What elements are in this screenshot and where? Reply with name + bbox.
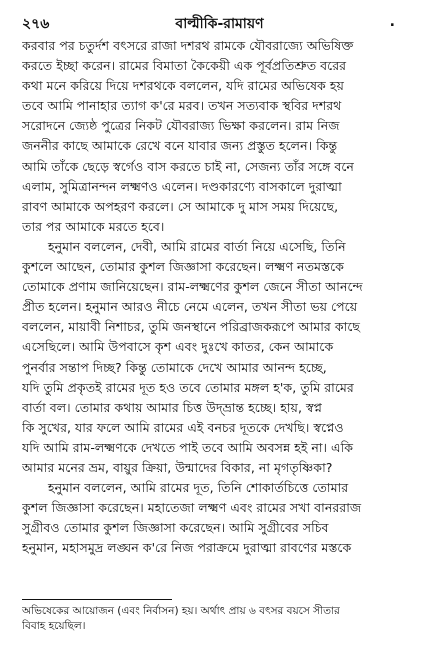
text-line: করতে ইচ্ছা করেন। রামের বিমাতা কৈকেয়ী এক পূর্বপ্রতিশ্রুত বরের (22, 58, 347, 74)
text-line: কথা মনে করিয়ে দিয়ে দশরথকে বললেন, যদি রামের অভিষেক হয় (22, 78, 344, 94)
text-line: আমার মনের ভ্রম, বায়ুর ক্রিয়া, উন্মাদের বিকার, না মৃগতৃষ্ণিকা? (22, 459, 333, 475)
text-line: কি সুখের, যার ফলে আমি রামের এই বনচর দূতকে দেখছি। স্বপ্নেও (22, 419, 344, 435)
text-line: যদি তুমি প্রকৃতই রামের দূত হও তবে তোমার মঙ্গল হ'ক, তুমি রামের (22, 379, 354, 395)
page-number: ২৭৬ (22, 16, 50, 32)
text-line: পুনর্বার সন্তাপ দিচ্ছ? কিন্তু তোমাকে দেখে আমার আনন্দ হচ্ছে, (22, 359, 327, 375)
running-header (22, 8, 417, 32)
text-line: কুশল জিজ্ঞাসা করেছেন। মহাতেজা লক্ষ্মণ এবং রামের সখা বানররাজ (22, 500, 362, 516)
text-line: রাবণ আমাকে অপহরণ করলে। সে আমাকে দু মাস সময় দিয়েছে, (22, 198, 339, 214)
text-line: তোমাকে প্রণাম জানিয়েছেন। রাম-লক্ষ্মণের কুশল জেনে সীতা আনন্দে (22, 279, 363, 295)
header-dot: . (389, 14, 395, 30)
paragraph-start-line: হনুমান বললেন, আমি রামের দূত, তিনি শোকার্তচিত্তে তোমার (48, 480, 349, 496)
text-line: জননীর কাছে আমাকে রেখে বনে যাবার জন্য প্রস্তুত হলেন। কিন্তু (22, 138, 338, 154)
text-line: আমি তাঁকে ছেড়ে স্বর্গেও বাস করতে চাই না, সেজন্য তাঁর সঙ্গে বনে (22, 158, 354, 174)
text-line: তবে আমি পানাহার ত্যাগ ক'রে মরব। তখন সত্যবাক স্থবির দশরথ (22, 98, 342, 114)
text-line: সুগ্রীবও তোমার কুশল জিজ্ঞাসা করেছেন। আমি সুগ্রীবের সচিব (22, 520, 329, 536)
page-title: বাল্মীকি-রামায়ণ (175, 16, 264, 32)
text-line: বার্তা বল। তোমার কথায় আমার চিত্ত উদ্‌ভ্রান্ত হচ্ছে। হায়, স্বপ্ন (22, 399, 322, 415)
footnote-line: অভিষেকের আয়োজন (এবং নির্বাসন) হয়। অর্থাৎ প্রায় ৬ বৎসর বয়সে সীতার (22, 605, 340, 617)
text-line: তার পর আমাকে মরতে হবে। (22, 218, 165, 234)
text-line: হনুমান, মহাসমুদ্র লঙ্ঘন ক'রে নিজ পরাক্রমে দুরাত্মা রাবণের মস্তকে (22, 540, 352, 556)
text-line: যদি আমি রাম-লক্ষ্মণকে দেখতে পাই তবে আমি অবসন্ন হই না। একি (22, 439, 354, 455)
body-text (22, 36, 417, 558)
footnote-divider (22, 599, 172, 600)
paragraph-start-line: হনুমান বললেন, দেবী, আমি রামের বার্তা নিয়ে এসেছি, তিনি (48, 238, 346, 254)
text-line: কুশলে আছেন, তোমার কুশল জিজ্ঞাসা করেছেন। লক্ষ্মণ নতমস্তকে (22, 259, 344, 275)
text-line: প্রীত হলেন। হনুমান আরও নীচে নেমে এলেন, তখন সীতা ভয় পেয়ে (22, 299, 358, 315)
footnote-line: বিবাহ হয়েছিল। (22, 620, 86, 632)
text-line: এসেছিলে। আমি উপবাসে কৃশ এবং দুঃখে কাতর, কেন আমাকে (22, 339, 334, 355)
text-line: বললেন, মায়াবী নিশাচর, তুমি জনস্থানে পরিব্রাজকরূপে আমার কাছে (22, 319, 361, 335)
text-line: সরোদনে জ্যেষ্ঠ পুত্রের নিকট যৌবরাজ্য ভিক্ষা করলেন। রাম নিজ (22, 118, 340, 134)
footnote (22, 604, 417, 634)
text-line: করবার পর চতুর্দশ বৎসরে রাজা দশরথ রামকে যৌবরাজ্যে অভিষিক্ত (22, 38, 354, 53)
text-line: এলাম, সুমিত্রানন্দন লক্ষ্মণও এলেন। দণ্ডকারণ্যে বাসকালে দুরাত্মা (22, 178, 342, 194)
